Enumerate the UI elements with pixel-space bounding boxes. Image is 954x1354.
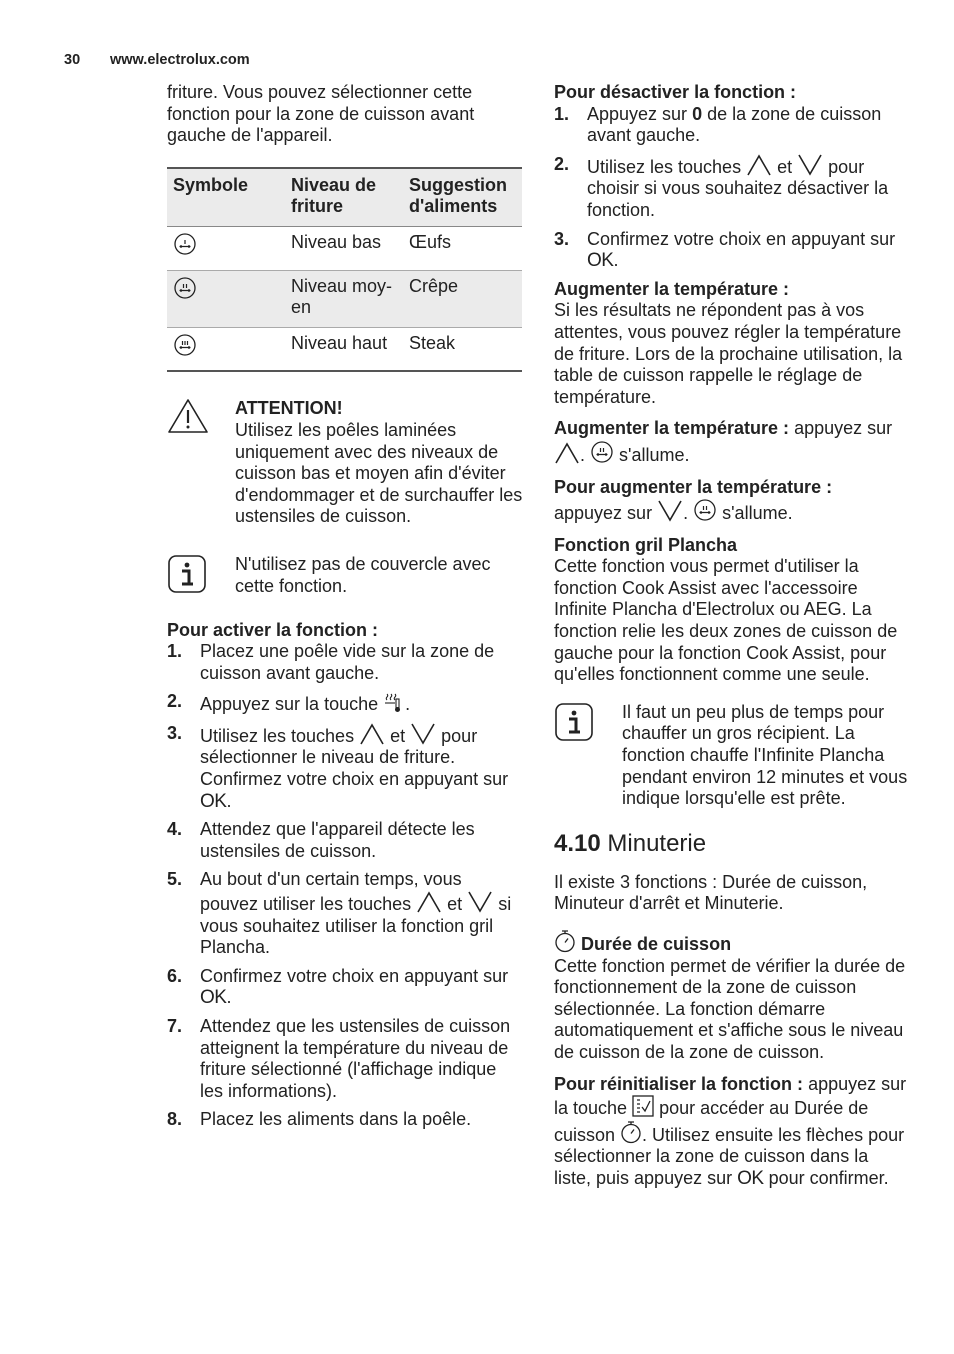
arrow-down-icon [657, 500, 683, 522]
table-row [167, 327, 522, 371]
table-cell-level: Niveau bas [285, 226, 403, 270]
ok-key-icon: OK [200, 987, 227, 1009]
info-notice [554, 702, 910, 810]
table-cell-level: Niveau moy-en [285, 270, 403, 327]
increase3-text-a: appuyez sur [554, 503, 653, 524]
reset-paragraph [554, 1074, 910, 1190]
step-text: Confirmez votre choix en appuyant sur [200, 965, 509, 986]
increase3-title: Pour augmenter la température : [554, 476, 833, 497]
step-text: et [777, 156, 793, 177]
increase2-dot: . [580, 444, 586, 465]
step-text: Appuyez sur [587, 103, 688, 124]
stopwatch-icon [620, 1120, 642, 1144]
list-item: 3. Confirmez votre choix en appuyant sur OK. [554, 228, 896, 272]
table-row [167, 270, 522, 327]
table-cell-symbol [167, 226, 285, 270]
timer-menu-icon [632, 1095, 654, 1117]
table-cell-symbol [167, 270, 285, 327]
activate-steps [167, 641, 523, 1131]
arrow-down-icon [410, 723, 436, 745]
increase2-text-b: s'allume. [619, 444, 690, 465]
temperature-indicator-icon [693, 498, 717, 522]
zero-key: 0 [692, 103, 703, 124]
section-intro: Il existe 3 fonctions : Durée de cuisson, Minuteur d'arrêt et Minuterie. [554, 871, 868, 914]
right-column [554, 82, 910, 1190]
reset-title: Pour réinitialiser la fonction : [554, 1073, 804, 1094]
section-heading [554, 830, 910, 858]
step-text: . [405, 694, 411, 715]
list-item: 4. Attendez que l'appareil détecte les ustensiles de cuisson. [167, 819, 523, 862]
reset-text-d: pour confirmer. [768, 1167, 889, 1188]
section-title: Minuterie [607, 829, 707, 857]
table-cell-level: Niveau haut [285, 327, 403, 371]
fry-level-high-icon [173, 333, 197, 357]
list-item: 2. Utilisez les touches et pour choisir si vous souhaitez désactiver la fonction. [554, 153, 889, 220]
duration-text: Cette fonction permet de vérifier la durée de fonctionnement de la zone de cuisson sélectionnée. La fonction démarre automatiquement et s'affiche sous le niveau de cuisson de la zone de cuisson. [554, 955, 906, 1062]
deactivate-title: Pour désactiver la fonction : [554, 82, 797, 102]
table-header-row [167, 168, 522, 227]
reset-text-b: pour accéder au Durée de cuisson [554, 1098, 869, 1145]
step-text: Utilisez les touches [200, 725, 355, 746]
table-cell-food: Crêpe [403, 270, 522, 327]
increase2-text-a: appuyez sur [794, 418, 893, 439]
site-url: www.electrolux.com [110, 52, 250, 68]
stopwatch-icon [554, 929, 576, 953]
warning-text: Utilisez les poêles laminées uniquement avec des niveaux de cuisson bas et moyen afin d'éviter d'endommager et de surchauffer les ustensiles de cuisson. [235, 419, 523, 527]
table-header-symbol: Symbole [167, 168, 285, 227]
table-cell-symbol [167, 327, 285, 371]
fry-function-icon [383, 691, 405, 713]
increase2-paragraph [554, 418, 910, 466]
info-icon [167, 554, 207, 594]
warning-notice [167, 398, 523, 528]
temperature-indicator-icon [590, 440, 614, 464]
step-text: Placez les aliments dans la poêle. [200, 1109, 472, 1130]
deactivate-steps [554, 104, 910, 272]
step-text: et [390, 725, 406, 746]
step-text: et [447, 894, 463, 915]
table-header-level: Niveau de friture [285, 168, 403, 227]
table-header-food: Suggestion d'aliments [403, 168, 522, 227]
increase3-paragraph [554, 498, 910, 525]
plancha-text: Cette fonction vous permet d'utiliser la fonction Cook Assist avec l'accessoire Infinite Plancha d'Electrolux ou AEG. La fonction relie les deux zones de cuisson de gauche pour la fonction Cook Assist, pour qu'elles fonctionnent comme une seule. [554, 556, 898, 685]
section-number: 4.10 [554, 829, 601, 857]
step-text: Attendez que l'appareil détecte les ustensiles de cuisson. [200, 819, 475, 861]
info-text: Il faut un peu plus de temps pour chauffer un gros récipient. La fonction chauffe l'Infinite Plancha pendant environ 12 minutes et vous indique lorsqu'elle est prête. [622, 701, 908, 809]
step-text: de la zone de cuisson avant gauche. [587, 103, 882, 146]
left-column [167, 82, 523, 1138]
info-notice [167, 554, 523, 600]
list-item: 1. Placez une poêle vide sur la zone de cuisson avant gauche. [167, 641, 523, 684]
increase2-title: Augmenter la température : [554, 418, 790, 439]
ok-key-icon: OK [587, 250, 614, 272]
plancha-title: Fonction gril Plancha [554, 534, 738, 555]
activate-title: Pour activer la fonction : [167, 619, 379, 640]
increase3-text-b: s'allume. [722, 503, 793, 524]
step-text: Appuyez sur la touche [200, 694, 379, 715]
list-item: 1. Appuyez sur 0 de la zone de cuisson avant gauche. [554, 103, 882, 146]
fry-level-medium-icon [173, 276, 197, 300]
step-text: Placez une poêle vide sur la zone de cuisson avant gauche. [200, 641, 495, 683]
reset-text-a: appuyez sur la touche [554, 1073, 907, 1119]
arrow-up-icon [359, 723, 385, 745]
ok-key-icon: OK [737, 1167, 764, 1189]
arrow-up-icon [554, 442, 580, 464]
table-row [167, 226, 522, 270]
warning-triangle-icon [167, 398, 209, 434]
page-header [64, 50, 250, 72]
arrow-up-icon [416, 891, 442, 913]
arrow-down-icon [467, 891, 493, 913]
fry-level-low-icon [173, 232, 197, 256]
intro-paragraph: friture. Vous pouvez sélectionner cette fonction pour la zone de cuisson avant gauche de l'appareil. [167, 82, 475, 146]
info-text: N'utilisez pas de couvercle avec cette fonction. [235, 553, 491, 596]
table-cell-food: Œufs [403, 226, 522, 270]
list-item: 6. Confirmez votre choix en appuyant sur OK. [167, 965, 509, 1009]
arrow-down-icon [797, 154, 823, 176]
duration-title: Durée de cuisson [581, 934, 732, 954]
table-cell-food: Steak [403, 327, 522, 371]
info-icon [554, 702, 594, 742]
fry-level-table [167, 167, 522, 373]
step-text: Au bout d'un certain temps, vous pouvez utiliser les touches [200, 869, 462, 915]
list-item: 7. Attendez que les ustensiles de cuisson atteignent la température du niveau de friture sélectionné (l'affichage indique les informations). [167, 1016, 523, 1102]
reset-text-c: . Utilisez ensuite les flèches pour sélectionner la zone de cuisson dans la liste, puis appuyez sur [554, 1124, 905, 1188]
increase-text: Si les résultats ne répondent pas à vos attentes, vous pouvez régler la température de friture. Lors de la prochaine utilisation, la table de cuisson rappelle le réglage de température. [554, 300, 903, 407]
warning-title: ATTENTION! [235, 398, 343, 419]
arrow-up-icon [746, 154, 772, 176]
step-text: Attendez que les ustensiles de cuisson atteignent la température du niveau de friture sélectionné (l'affichage indique les informations). [200, 1016, 511, 1101]
list-item: 2. Appuyez sur la touche . [167, 691, 411, 715]
step-text: Utilisez les touches [587, 156, 742, 177]
ok-key-icon: OK [200, 790, 227, 812]
step-text: pour choisir si vous souhaitez désactiver la fonction. [587, 156, 889, 220]
increase3-dot: . [683, 503, 689, 524]
step-text: pour sélectionner le niveau de friture. Confirmez votre choix en appuyant sur [200, 725, 509, 790]
step-text: si vous souhaitez utiliser la fonction gril Plancha. [200, 894, 512, 958]
page-number: 30 [64, 52, 81, 68]
list-item: 8. Placez les aliments dans la poêle. [167, 1109, 523, 1131]
list-item: 3. Utilisez les touches et pour sélectionner le niveau de friture. Confirmez votre choix en appuyant sur OK. [167, 722, 509, 812]
step-text: Confirmez votre choix en appuyant sur [587, 228, 896, 249]
increase-title: Augmenter la température : [554, 278, 790, 299]
duration-heading [554, 929, 910, 956]
list-item: 5. Au bout d'un certain temps, vous pouvez utiliser les touches et si vous souhaitez utiliser la fonction gril Plancha. [167, 869, 512, 958]
